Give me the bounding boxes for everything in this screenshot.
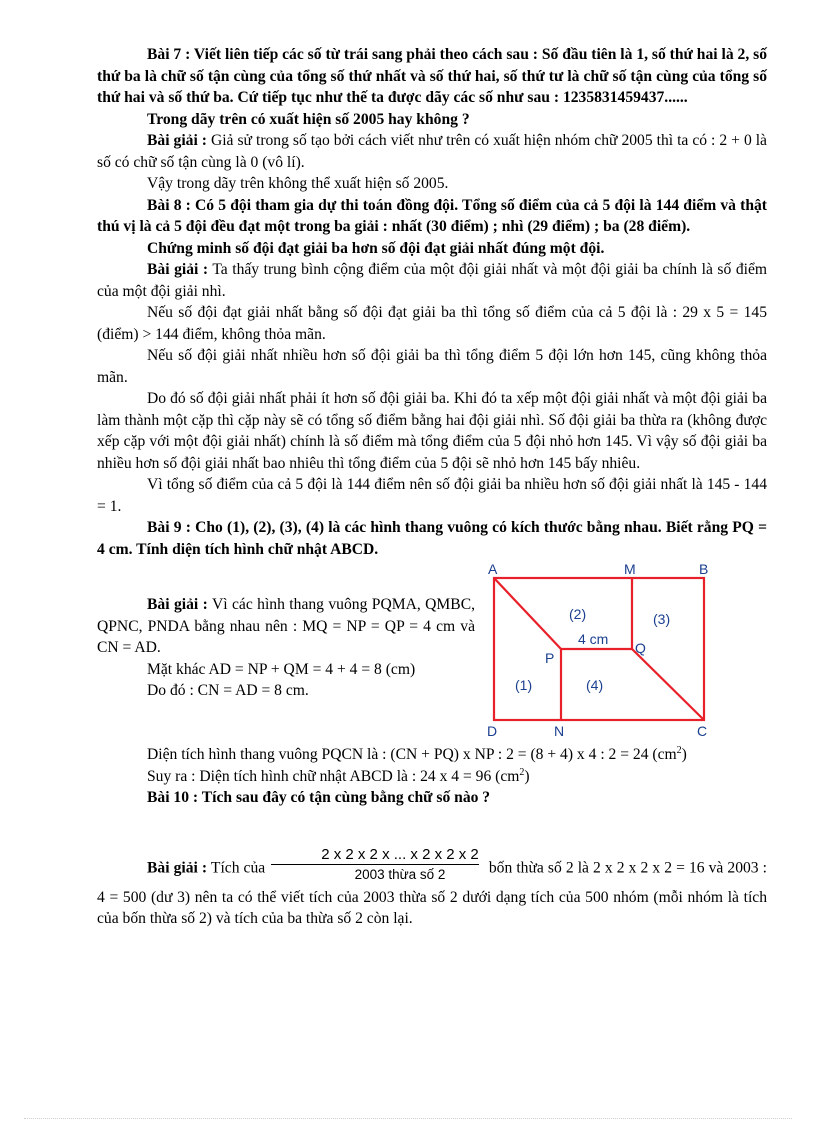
label-n: N <box>554 723 565 739</box>
bai8-question: Chứng minh số đội đạt giải ba hơn số đội đạt giải nhất đúng một đội. <box>147 239 605 257</box>
label-a: A <box>488 561 498 577</box>
bai9-line-2: Do đó : CN = AD = 8 cm. <box>147 682 309 699</box>
product-formula <box>271 847 479 883</box>
label-p: P <box>545 650 555 666</box>
bai8-solution-label: Bài giải : <box>147 261 209 278</box>
bai9-line-3-sup: 2 <box>676 744 682 756</box>
label-region-3: (3) <box>653 611 671 627</box>
page-bottom-rule <box>24 1118 792 1119</box>
bai9-line-1: Mặt khác AD = NP + QM = 4 + 4 = 8 (cm) <box>147 660 416 678</box>
product-formula-top: 2 x 2 x 2 x ... x 2 x 2 x 2 <box>271 847 479 865</box>
bai10-solution-b: bốn thừa số 2 là 2 x 2 x 2 x 2 = 16 và 2003 : 4 = 500 (dư 3) nên ta có thể viết tích của 2003 thừa số 2 dưới dạng tích của 500 nhóm (mỗi nhóm là tích của bốn thừa số 2) và tích của ba thừa số 2 còn lại. <box>97 859 767 927</box>
label-d: D <box>487 723 498 739</box>
bai8-paragraph-2: Nếu số đội giải nhất nhiều hơn số đội giải ba thì tổng điểm 5 đội lớn hơn 145, cũng không thỏa mãn. <box>97 347 767 386</box>
bai7-solution-text: Giả sử trong số tạo bởi cách viết như trên có xuất hiện nhóm chữ 2005 thì ta có : 2 + 0 là số có chữ số tận cùng là 0 (vô lí). <box>97 132 767 171</box>
trapezoid-diagram <box>487 561 763 744</box>
bai7-title: Bài 7 : Viết liên tiếp các số từ trái sang phải theo cách sau : Số đầu tiên là 1, số thứ hai là 2, số thứ ba là chữ số tận cùng của tổng số thứ nhất và số thứ hai, số thứ tư là chữ số tận cùng của tổng số thứ hai và số thứ ba. Cứ tiếp tục như thế ta được dãy các số như sau : 1235831459437...... <box>97 46 767 106</box>
document-page <box>97 44 767 930</box>
bai8-title: Bài 8 : Có 5 đội tham gia dự thi toán đồng đội. Tổng số điểm của cả 5 đội là 144 điểm và thật thú vị là cả 5 đội đều đạt một trong ba giải : nhất (30 điểm) ; nhì (29 điểm) ; ba (28 điểm). <box>97 196 767 235</box>
bai9-line-4-sup: 2 <box>519 766 525 778</box>
label-q: Q <box>635 640 646 656</box>
trapezoid-figure <box>487 561 763 744</box>
segment-qc <box>632 649 704 720</box>
product-formula-bottom: 2003 thừa số 2 <box>354 866 446 882</box>
label-region-2: (2) <box>569 606 587 622</box>
label-pq-length: 4 cm <box>578 631 609 647</box>
bai7-solution <box>97 130 767 173</box>
bai9-solution-text: Vì các hình thang vuông PQMA, QMBC, QPNC, PNDA bằng nhau nên : MQ = NP = QP = 4 cm và CN = AD. <box>97 596 475 656</box>
label-m: M <box>624 561 636 577</box>
bai10-solution-label: Bài giải : <box>147 859 208 877</box>
bai9-line-3-end: ) <box>681 746 687 763</box>
bai7-conclusion: Vậy trong dãy trên không thể xuất hiện số 2005. <box>147 175 449 192</box>
bai10-title: Bài 10 : Tích sau đây có tận cùng bằng chữ số nào ? <box>147 789 491 806</box>
bai8-paragraph-1: Nếu số đội đạt giải nhất bằng số đội đạt giải ba thì tổng số điểm của cả 5 đội là : 29 x 5 = 145 (điểm) > 144 điểm, không thỏa mãn. <box>97 304 767 343</box>
label-b: B <box>699 561 709 577</box>
bai9-line-4 <box>97 766 767 788</box>
bai9-line-4-end: ) <box>524 767 530 785</box>
bai8-paragraph-4: Vì tổng số điểm của cả 5 đội là 144 điểm nên số đội giải ba nhiều hơn số đội giải nhất là 145 - 144 = 1. <box>97 476 767 515</box>
label-region-4: (4) <box>586 677 604 693</box>
label-region-1: (1) <box>515 677 533 693</box>
bai7-solution-label: Bài giải : <box>147 132 207 149</box>
bai8-solution <box>97 259 767 302</box>
bai10-solution <box>97 845 767 930</box>
figure-lines <box>494 578 704 720</box>
bai8-solution-text: Ta thấy trung bình cộng điểm của một đội giải nhất và một đội giải ba chính là số điểm của một đội giải nhì. <box>97 261 768 300</box>
bai10-solution-a: Tích của <box>207 859 266 877</box>
bai9-line-3-text: Diện tích hình thang vuông PQCN là : (CN + PQ) x NP : 2 = (8 + 4) x 4 : 2 = 24 (cm <box>147 746 677 763</box>
segment-ap <box>494 578 561 649</box>
bai7-question: Trong dãy trên có xuất hiện số 2005 hay không ? <box>147 110 470 128</box>
bai9-line-4-text: Suy ra : Diện tích hình chữ nhật ABCD là : 24 x 4 = 96 (cm <box>147 767 520 785</box>
bai9-solution-label: Bài giải : <box>147 596 208 613</box>
spacer <box>97 809 767 851</box>
bai9-title: Bài 9 : Cho (1), (2), (3), (4) là các hình thang vuông có kích thước bằng nhau. Biết rằng PQ = 4 cm. Tính diện tích hình chữ nhật ABCD. <box>97 519 767 558</box>
bai9-line-3 <box>97 744 767 766</box>
label-c: C <box>697 723 708 739</box>
bai8-paragraph-3: Do đó số đội giải nhất phải ít hơn số đội giải ba. Khi đó ta xếp một đội giải nhất và một đội giải ba làm thành một cặp thì cặp này sẽ có tổng số điểm bằng hai đội giải nhì. Số đội giải ba thừa ra (không được xếp cặp với một đội giải nhất) chính là số điểm mà tổng điểm của 5 đội nhỏ hơn 145. Vì vậy số đội giải ba nhiều hơn số đội giải nhất bao nhiêu thì tổng điểm của 5 đội sẽ nhỏ hơn 145 bấy nhiêu. <box>97 390 767 472</box>
